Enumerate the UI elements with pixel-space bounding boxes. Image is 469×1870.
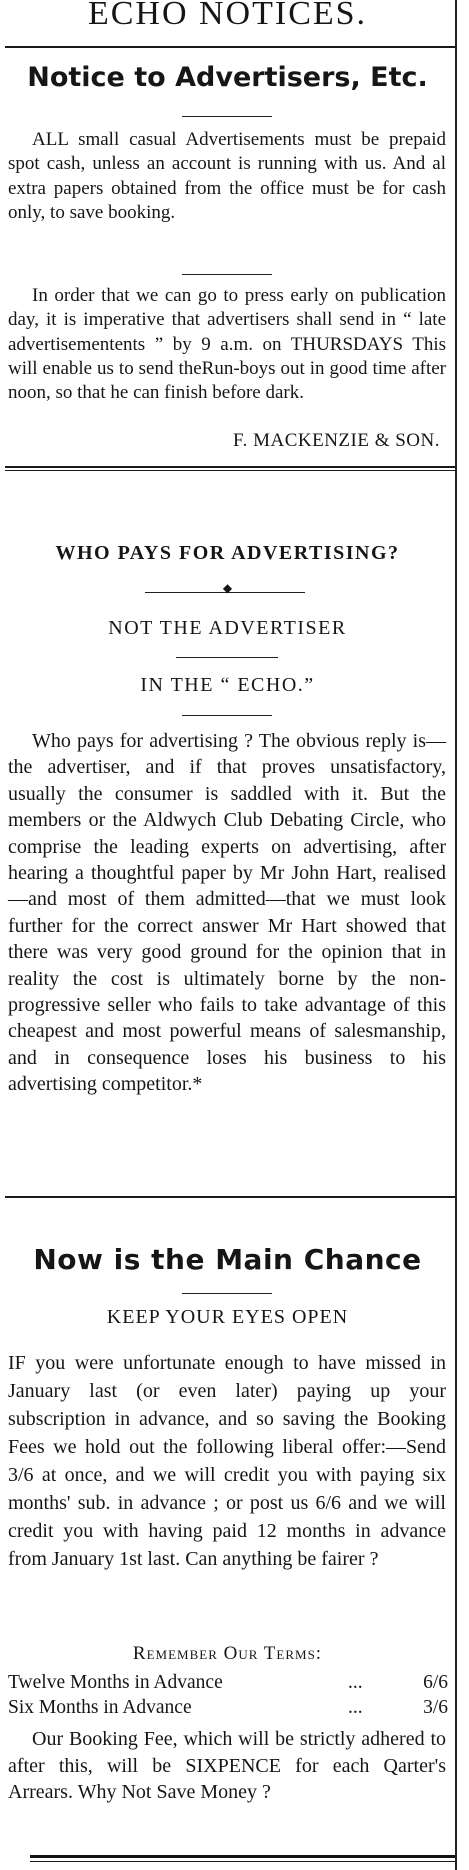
chance-subheading: KEEP YOUR EYES OPEN — [106, 1306, 349, 1328]
divider — [182, 1293, 272, 1294]
chance-body: IF you were unfortunate enough to have missed in January last (or even later) paying up your subscription in advance, and so saving the Booking Fees we hold out the following liberal offer:—Send 3/6 at once, and we will credit you with paying six months' sub. in advance ; or post us 6/6 and we will credit you with having paid 12 months in advance from January 1st last. Can anything be fairer ? — [8, 1352, 446, 1570]
term-row — [8, 1697, 448, 1719]
term-label: Twelve Months in Advance — [8, 1672, 223, 1693]
diamond-icon: ◆ — [222, 581, 233, 595]
term-amount: 3/6 — [423, 1697, 448, 1718]
divider — [5, 470, 455, 471]
divider — [30, 1861, 455, 1862]
term-dots: ... — [348, 1672, 363, 1693]
notice-signature: F. MACKENZIE & SON. — [233, 430, 440, 451]
divider — [176, 657, 278, 658]
term-row — [8, 1672, 448, 1694]
notice-paragraph-1: ALL small casual Advertisements must be prepaid spot cash, unless an account is running with us. And al extra papers obtained from the office must be for cash only, to save booking. — [8, 129, 446, 223]
term-amount: 6/6 — [423, 1672, 448, 1693]
divider — [5, 466, 455, 468]
advertising-body: Who pays for advertising ? The obvious reply is—the advertiser, and if that proves unsatisfactory, usually the consumer is saddled with it. But the members or the Aldwych Club Debating Circle, who comprise the leading experts on advertising, after hearing a thoughtful paper by Mr John Hart, realised—and most of them admitted—that we must look further for the correct answer Mr Hart showed that there was very good ground for the opinion that in reality the cost is ultimately borne by the non-progressive seller who fails to take advantage of this cheapest and most powerful means of salesmanship, and in consequence loses his business to his advertising competitor.* — [8, 730, 446, 1096]
term-label: Six Months in Advance — [8, 1697, 192, 1718]
chance-footer: Our Booking Fee, which will be strictly adhered to after this, will be SIXPENCE for each Qarter's Arrears. Why Not Save Money ? — [8, 1728, 446, 1803]
advertising-heading: WHO PAYS FOR ADVERTISING? — [55, 542, 400, 564]
advertising-subheading-1: NOT THE ADVERTISER — [108, 617, 347, 639]
notice-paragraph-2: In order that we can go to press early on publication day, it is imperative that advertisers shall send in “ late advertisementents ” by 9 a.m. on THURSDAYS This will enable us to send theRun-boys out in good time after noon, so that he can finish before dark. — [8, 285, 446, 404]
divider — [30, 1855, 455, 1858]
divider — [182, 274, 272, 275]
page-title: ECHO NOTICES. — [87, 0, 368, 32]
column-border — [455, 0, 457, 1870]
divider — [182, 715, 272, 716]
chance-heading: Now is the Main Chance — [33, 1243, 422, 1276]
divider — [5, 1196, 455, 1198]
divider — [5, 46, 455, 48]
advertising-subheading-2: IN THE “ ECHO.” — [140, 674, 315, 696]
divider — [182, 116, 272, 117]
term-dots: ... — [348, 1697, 363, 1718]
notice-heading: Notice to Advertisers, Etc. — [27, 62, 428, 93]
terms-heading: Remember Our Terms: — [132, 1643, 323, 1664]
